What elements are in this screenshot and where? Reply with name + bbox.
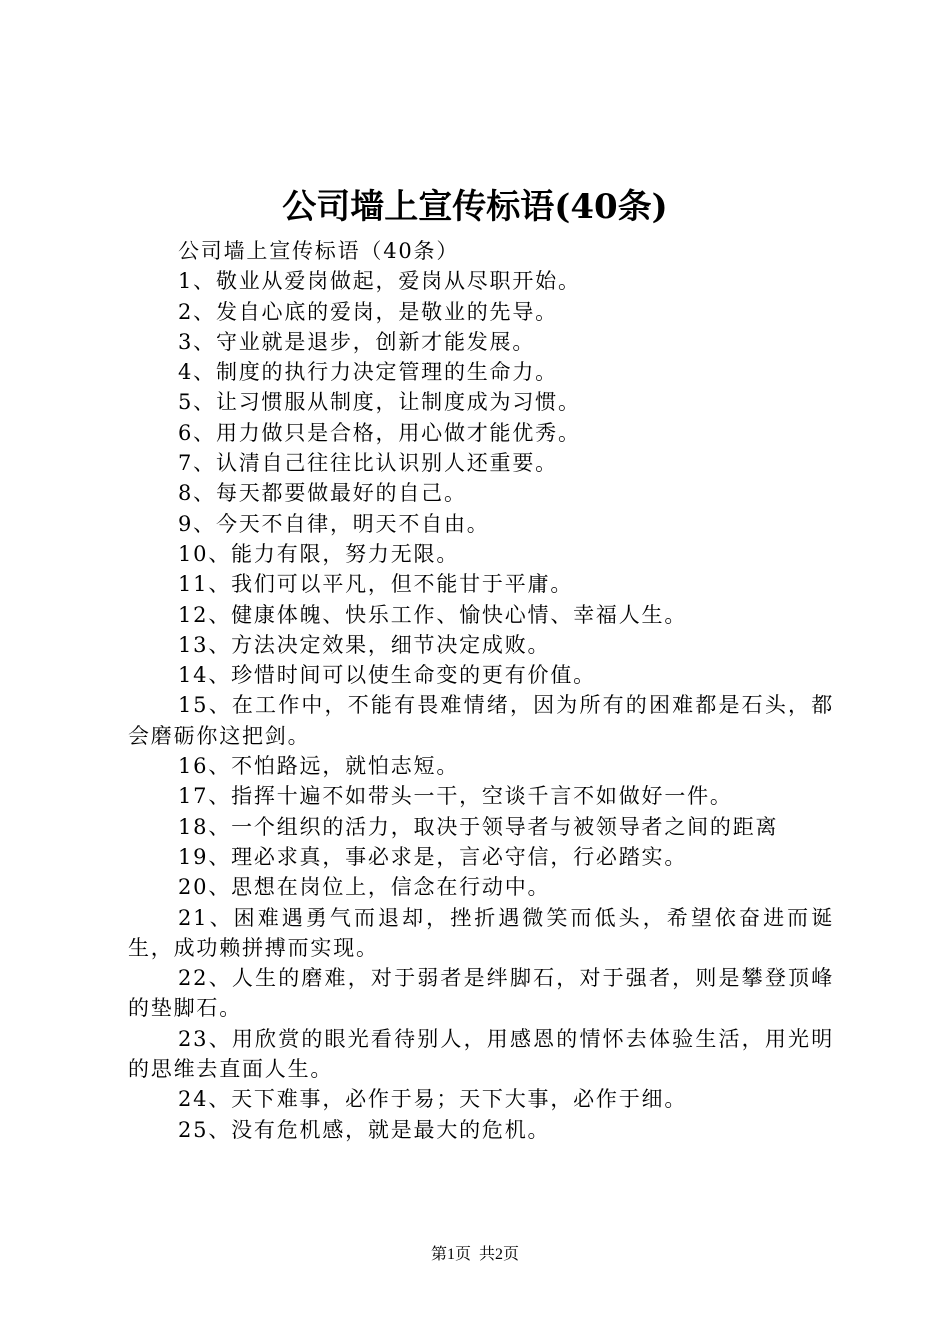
slogan-item: 24、天下难事，必作于易；天下大事，必作于细。 <box>178 1087 688 1112</box>
page-footer: 第1页 共2页 <box>430 1246 519 1263</box>
slogan-item: 14、珍惜时间可以使生命变的更有价值。 <box>178 663 596 688</box>
slogan-item: 3、守业就是退步，创新才能发展。 <box>178 329 536 354</box>
slogan-item: 2、发自心底的爱岗，是敬业的先导。 <box>178 299 558 324</box>
slogan-item: 25、没有危机感，就是最大的危机。 <box>178 1117 551 1142</box>
document-title: 公司墙上宣传标语(40条) <box>282 187 668 227</box>
slogan-item: 17、指挥十遍不如带头一干，空谈千言不如做好一件。 <box>178 784 733 809</box>
slogan-item: 16、不怕路远，就怕志短。 <box>178 754 460 779</box>
slogan-item: 12、健康体魄、快乐工作、愉快心情、幸福人生。 <box>178 602 688 627</box>
slogan-item: 15、在工作中，不能有畏难情绪，因为所有的困难都是石头，都会磨砺你这把剑。 <box>128 693 834 748</box>
document-body <box>128 236 834 1145</box>
slogan-item: 11、我们可以平凡，但不能甘于平庸。 <box>178 572 574 597</box>
slogan-item: 7、认清自己往往比认识别人还重要。 <box>178 451 558 476</box>
slogan-item: 4、制度的执行力决定管理的生命力。 <box>178 360 558 385</box>
slogan-item: 6、用力做只是合格，用心做才能优秀。 <box>178 420 581 445</box>
slogan-item: 8、每天都要做最好的自己。 <box>178 481 467 506</box>
slogan-item: 18、一个组织的活力，取决于领导者与被领导者之间的距离 <box>178 814 779 839</box>
slogan-item: 22、人生的磨难，对于弱者是绊脚石，对于强者，则是攀登顶峰的垫脚石。 <box>128 966 834 1021</box>
slogan-item: 10、能力有限，努力无限。 <box>178 541 460 566</box>
slogan-item: 19、理必求真，事必求是，言必守信，行必踏实。 <box>178 844 688 869</box>
paragraph-heading: 公司墙上宣传标语（40条） <box>178 239 460 263</box>
slogan-item: 23、用欣赏的眼光看待别人，用感恩的情怀去体验生活，用光明的思维去直面人生。 <box>128 1026 834 1082</box>
slogan-item: 9、今天不自律，明天不自由。 <box>178 511 490 536</box>
slogan-item: 13、方法决定效果，细节决定成败。 <box>178 632 551 657</box>
slogan-item: 5、让习惯服从制度，让制度成为习惯。 <box>178 390 581 415</box>
slogan-item: 21、困难遇勇气而退却，挫折遇微笑而低头，希望依奋进而诞生，成功赖拼搏而实现。 <box>128 905 834 960</box>
slogan-item: 1、敬业从爱岗做起，爱岗从尽职开始。 <box>178 269 581 294</box>
slogan-item: 20、思想在岗位上，信念在行动中。 <box>178 875 551 900</box>
